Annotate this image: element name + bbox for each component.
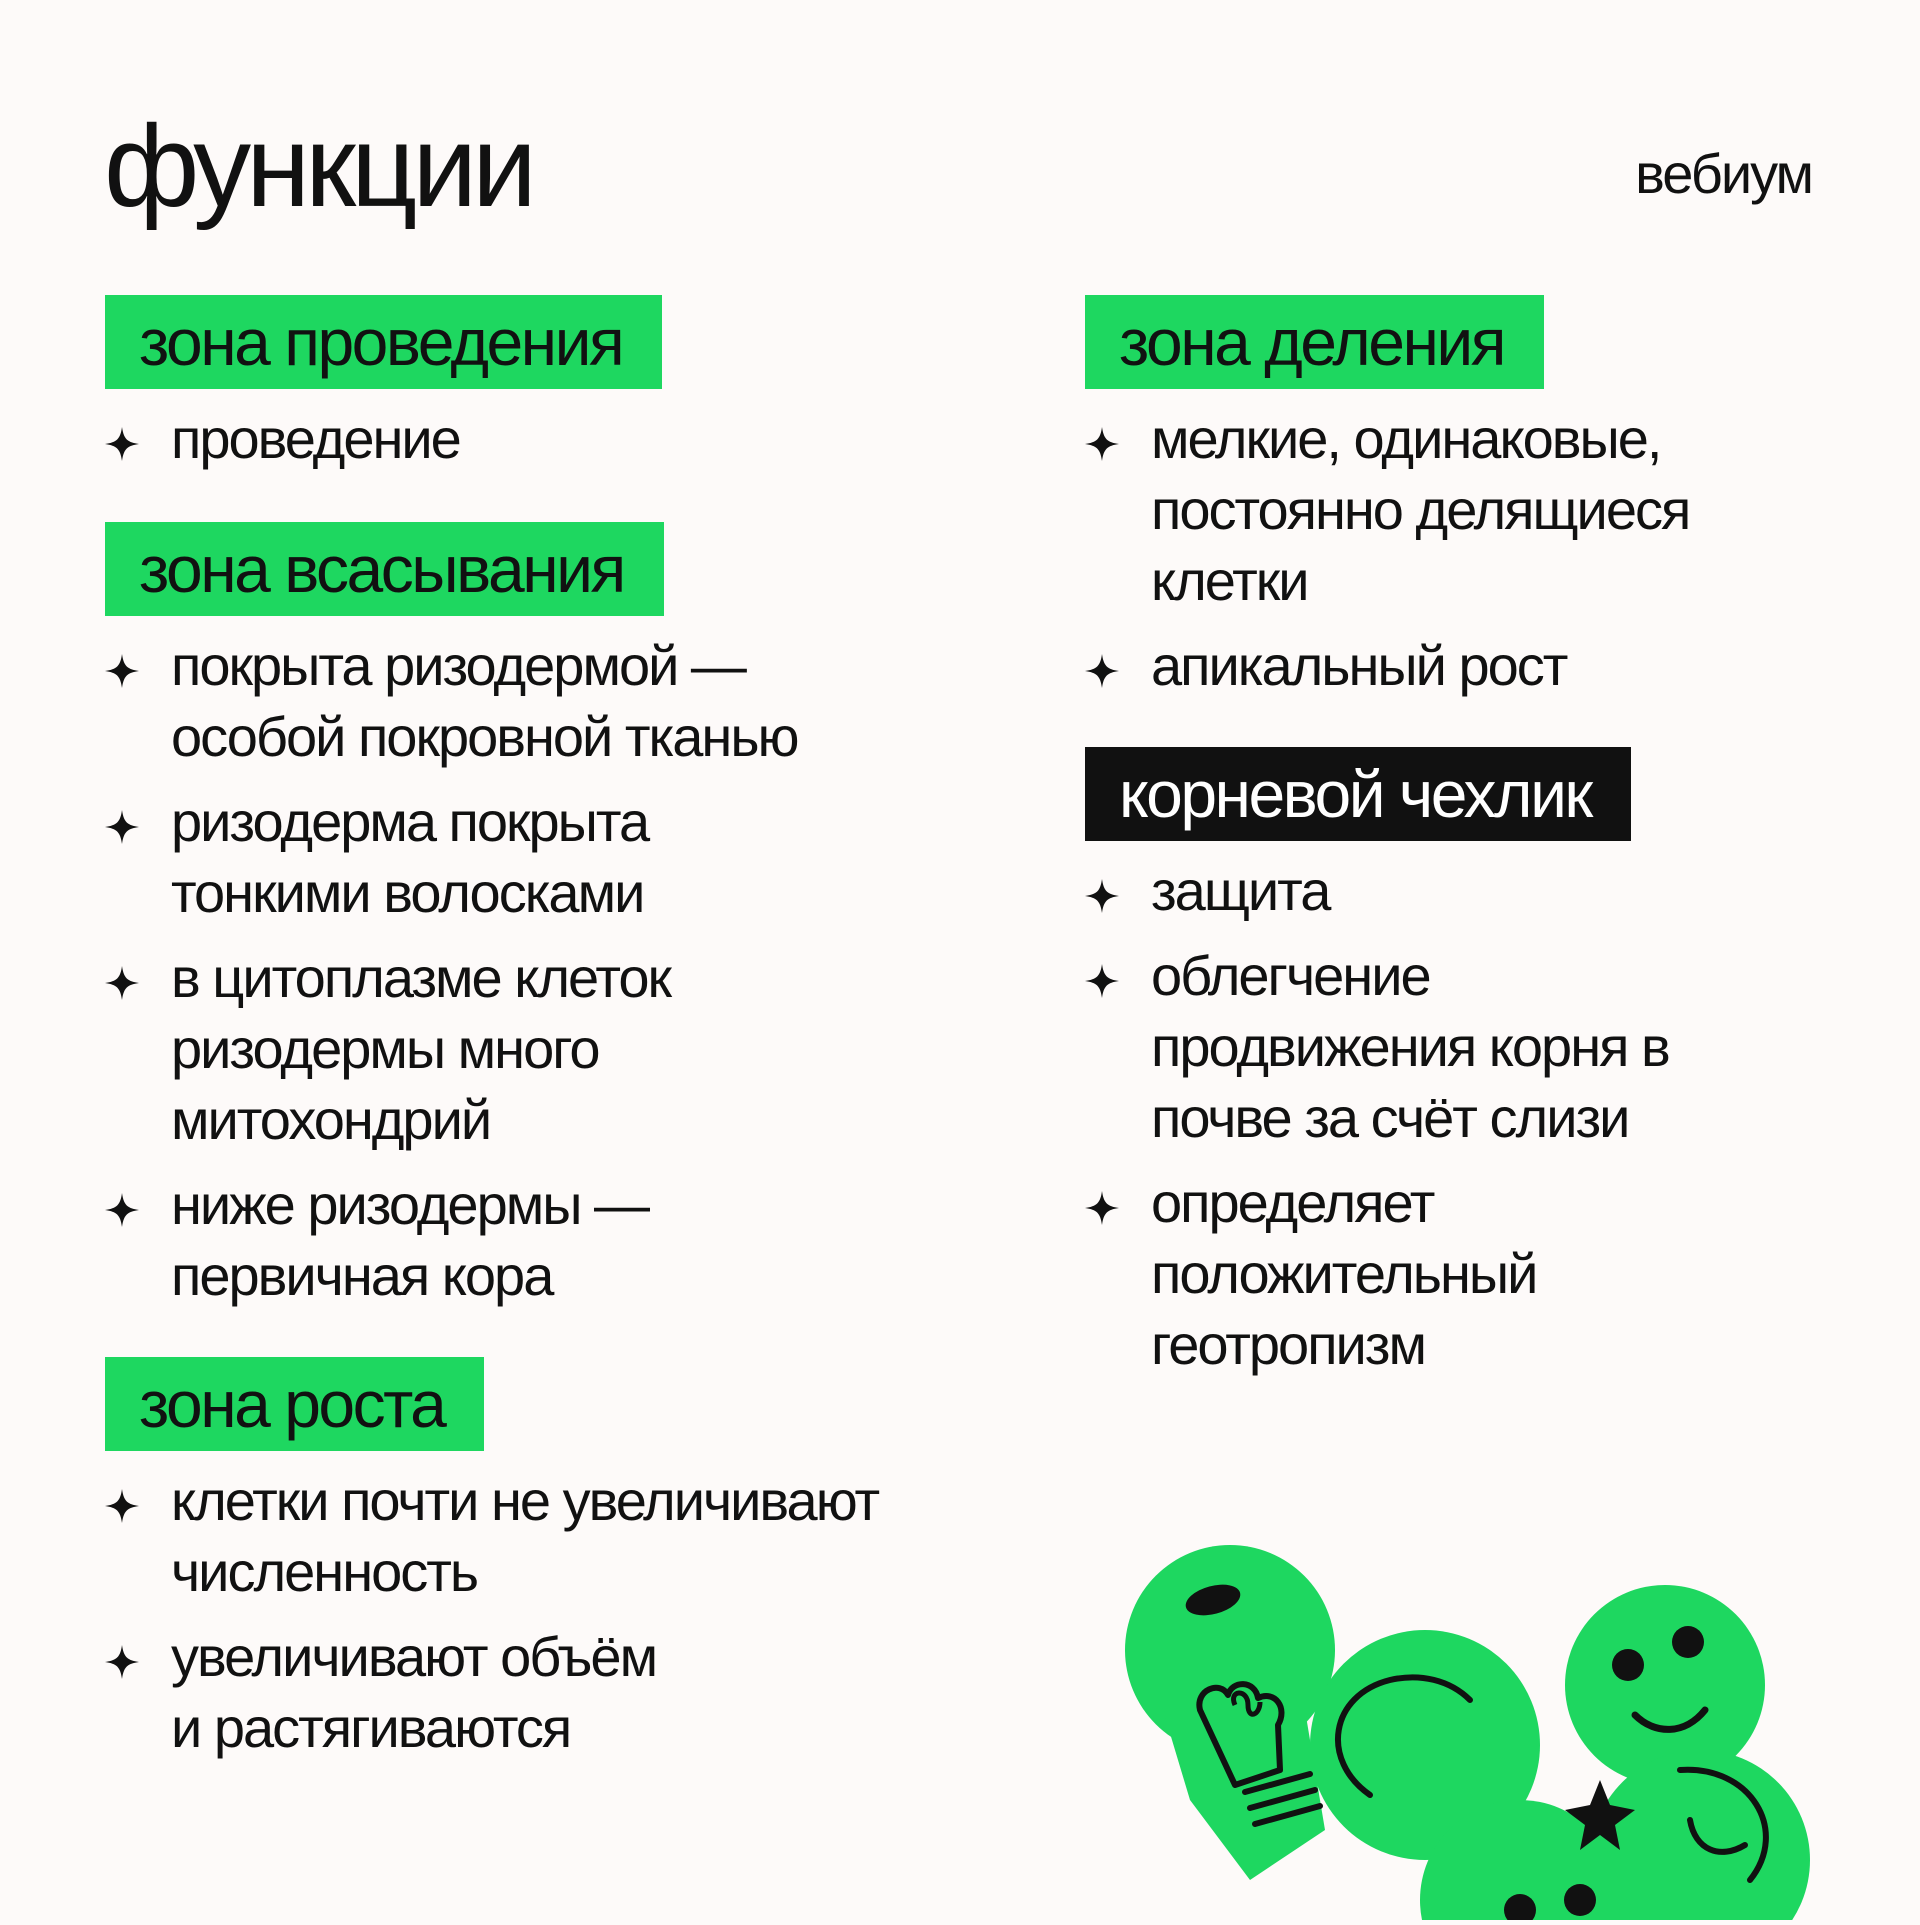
four-point-star-icon (1085, 427, 1119, 461)
list-item (105, 1621, 985, 1763)
four-point-star-icon (105, 1489, 139, 1523)
list-item-text: увеличивают объём и растягиваются (171, 1625, 657, 1759)
list-item (1085, 855, 1845, 926)
list-item (105, 942, 985, 1155)
item-list (105, 630, 985, 1311)
section-heading: зона роста (105, 1357, 484, 1451)
list-item-text: клетки почти не увеличивают численность (171, 1469, 879, 1603)
list-item (1085, 403, 1845, 616)
list-item-text: ниже ризодермы — первичная кора (171, 1173, 649, 1307)
list-item-text: определяет положительный геотропизм (1151, 1171, 1537, 1376)
lightbulb-icon (1125, 1545, 1335, 1880)
list-item (1085, 1167, 1845, 1380)
section-conduction-zone (105, 295, 985, 474)
list-item (105, 786, 985, 928)
section-heading: зона всасывания (105, 522, 664, 616)
four-point-star-icon (105, 427, 139, 461)
list-item-text: облегчение продвижения корня в почве за счёт слизи (1151, 944, 1669, 1149)
list-item (105, 1169, 985, 1311)
section-division-zone (1085, 295, 1845, 701)
list-item-text: апикальный рост (1151, 634, 1567, 697)
item-list (1085, 855, 1845, 1380)
list-item (105, 1465, 985, 1607)
section-absorption-zone (105, 522, 985, 1311)
list-item (105, 403, 985, 474)
four-point-star-icon (105, 654, 139, 688)
four-point-star-icon (105, 1645, 139, 1679)
item-list (1085, 403, 1845, 701)
item-list (105, 1465, 985, 1763)
list-item-text: проведение (171, 407, 460, 470)
list-item-text: мелкие, одинаковые, постоянно делящиеся клетки (1151, 407, 1690, 612)
section-root-cap (1085, 747, 1845, 1380)
list-item-text: в цитоплазме клеток ризодермы много митохондрий (171, 946, 670, 1151)
list-item (105, 630, 985, 772)
right-column (1085, 295, 1845, 1380)
item-list (105, 403, 985, 474)
four-point-star-icon (105, 1193, 139, 1227)
page-title: функции (104, 101, 532, 231)
section-heading: зона проведения (105, 295, 662, 389)
four-point-star-icon (1085, 879, 1119, 913)
four-point-star-icon (105, 810, 139, 844)
smiley-flower-icon (1310, 1585, 1810, 1920)
brand-logo: вебиум (1635, 142, 1812, 205)
four-point-star-icon (1085, 1191, 1119, 1225)
left-column (105, 295, 985, 1763)
list-item (1085, 630, 1845, 701)
list-item-text: защита (1151, 859, 1330, 922)
section-growth-zone (105, 1357, 985, 1763)
list-item (1085, 940, 1845, 1153)
four-point-star-icon (1085, 964, 1119, 998)
section-heading: корневой чехлик (1085, 747, 1631, 841)
four-point-star-icon (1085, 654, 1119, 688)
list-item-text: ризодерма покрыта тонкими волосками (171, 790, 649, 924)
list-item-text: покрыта ризодермой — особой покровной тканью (171, 634, 798, 768)
decorative-illustration (1110, 1530, 1920, 1920)
section-heading: зона деления (1085, 295, 1544, 389)
four-point-star-icon (105, 966, 139, 1000)
